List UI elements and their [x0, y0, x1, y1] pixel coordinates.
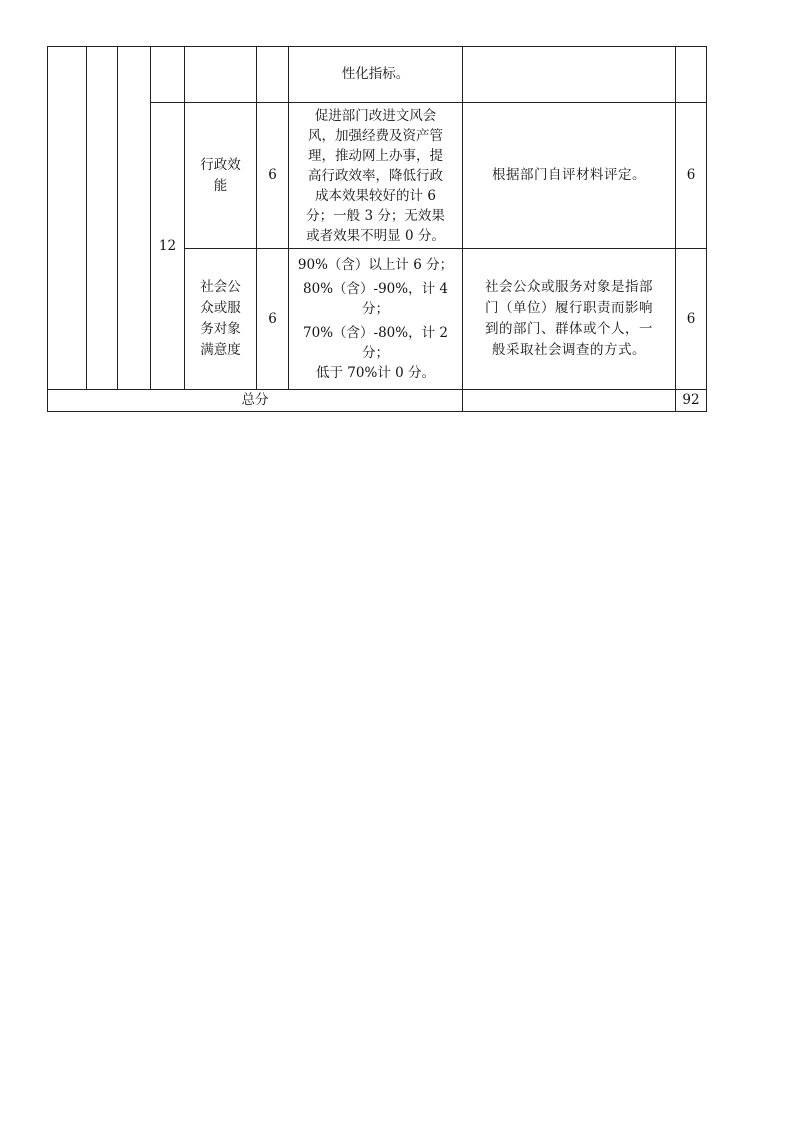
level1-cell: [48, 47, 87, 390]
admin-efficiency-standard-line: 理，推动网上办事，提: [308, 147, 443, 164]
admin-efficiency-method-cell: [463, 103, 676, 249]
group-weight-cell: [151, 103, 185, 390]
satisfaction-name-line: 众或服: [200, 300, 241, 316]
admin-efficiency-standard-line: 分；一般 3 分；无效果: [306, 207, 445, 224]
satisfaction-standard-line: 90%（含）以上计 6 分；: [297, 257, 454, 273]
carryover-standard-text: 性化指标。: [341, 66, 410, 82]
admin-efficiency-standard-line: 风，加强经费及资产管: [308, 127, 443, 144]
satisfaction-standard-cell: [289, 249, 463, 390]
satisfaction-standard-line: 70%（含）-80%，计 2: [303, 325, 448, 341]
admin-efficiency-name-line: 能: [213, 177, 228, 194]
admin-efficiency-standard-line: 高行政效率，降低行政: [308, 167, 443, 184]
total-value: 92: [682, 392, 700, 408]
satisfaction-method-line: 社会公众或服务对象是指部: [485, 279, 653, 295]
admin-efficiency-name-cell: [185, 103, 257, 249]
carryover-weight-cell: [151, 47, 185, 103]
satisfaction-score-cell: [257, 249, 289, 390]
satisfaction-name-line: 满意度: [200, 342, 241, 358]
satisfaction-method-line: 到的部门、群体或个人，一: [485, 321, 653, 337]
satisfaction-result-cell: [676, 249, 707, 390]
satisfaction-name-line: 社会公: [200, 279, 241, 295]
carryover-score-cell: [257, 47, 289, 103]
total-method-cell: [463, 390, 676, 412]
satisfaction-method-line: 门（单位）履行职责而影响: [485, 300, 653, 316]
admin-efficiency-score: 6: [268, 167, 277, 183]
total-label: 总分: [241, 392, 269, 408]
evaluation-score-table: [47, 46, 707, 412]
satisfaction-result: 6: [686, 310, 696, 327]
satisfaction-method-line: 般采取社会调查的方式。: [492, 342, 646, 358]
satisfaction-name-cell: [185, 249, 257, 390]
admin-efficiency-standard-cell: [289, 103, 463, 249]
satisfaction-standard-line: 80%（含）-90%，计 4: [303, 281, 448, 297]
admin-efficiency-standard-line: 成本效果较好的计 6: [315, 187, 436, 204]
admin-efficiency-result: 6: [686, 167, 696, 183]
admin-efficiency-standard-line: 促进部门改进文风会: [314, 107, 437, 124]
admin-efficiency-result-cell: [676, 103, 707, 249]
level3-cell: [118, 47, 151, 390]
total-value-cell: [676, 390, 707, 412]
total-label-cell: [48, 390, 463, 412]
level2-cell: [87, 47, 118, 390]
admin-efficiency-name-line: 行政效: [200, 156, 241, 173]
admin-efficiency-score-cell: [257, 103, 289, 249]
group-weight: 12: [158, 237, 177, 254]
satisfaction-standard-line: 分；: [362, 345, 389, 361]
carryover-result-cell: [676, 47, 707, 103]
total-row: [48, 390, 707, 412]
admin-efficiency-standard-line: 或者效果不明显 0 分。: [306, 227, 445, 244]
carryover-method-cell: [463, 47, 676, 103]
satisfaction-method-cell: [463, 249, 676, 390]
satisfaction-standard-line: 分；: [362, 301, 389, 317]
satisfaction-standard-line: 低于 70%计 0 分。: [316, 365, 435, 381]
admin-efficiency-method: 根据部门自评材料评定。: [492, 167, 646, 183]
carryover-name-cell: [185, 47, 257, 103]
satisfaction-score: 6: [268, 310, 277, 327]
carryover-row: [48, 47, 707, 103]
satisfaction-name-line: 务对象: [200, 321, 241, 337]
carryover-standard-cell: [289, 47, 463, 103]
